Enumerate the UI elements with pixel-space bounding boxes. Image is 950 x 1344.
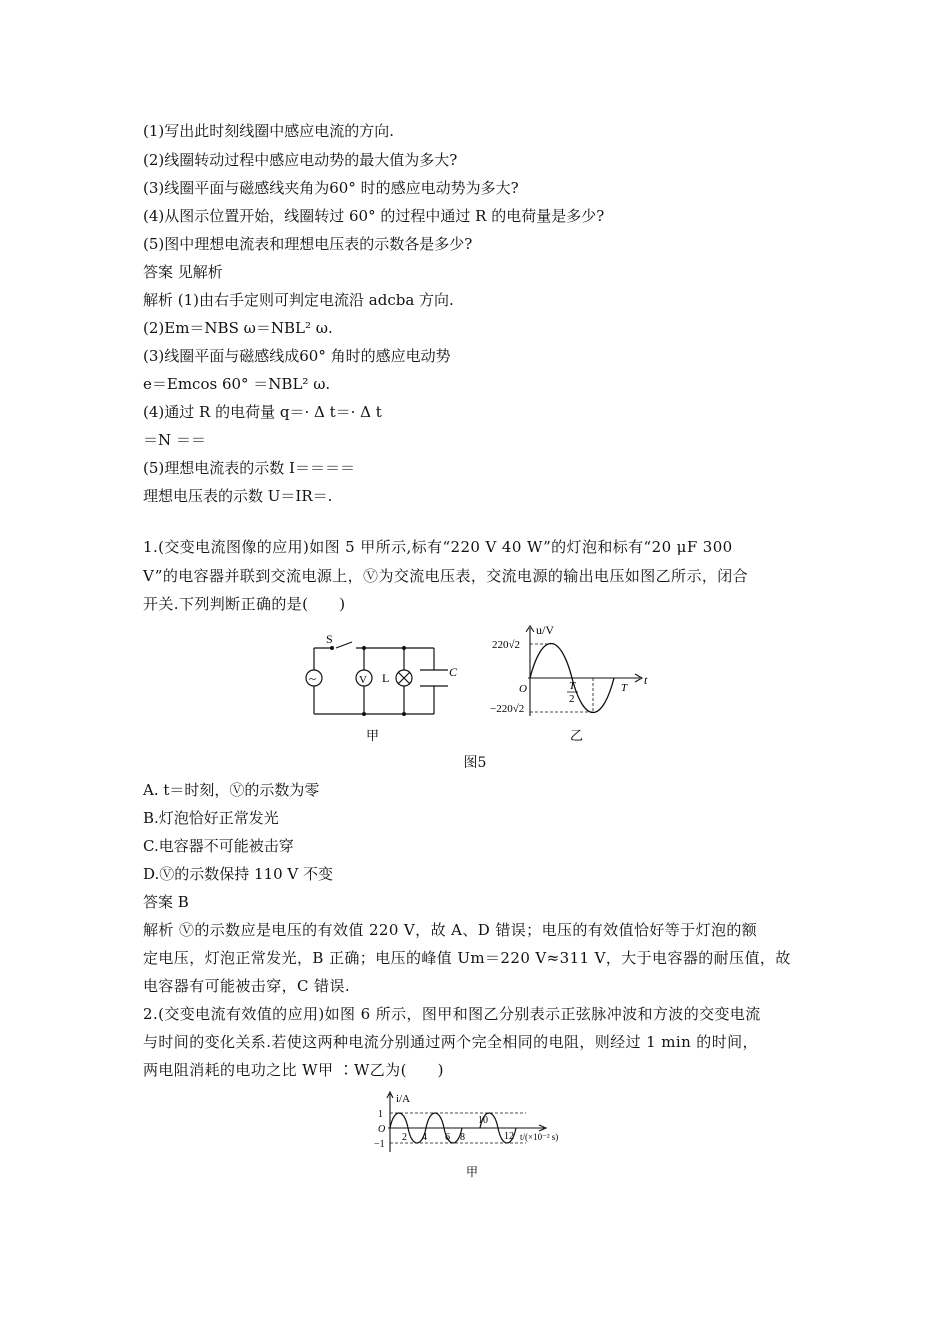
q1-solution-line: 解析 Ⓥ的示数应是电压的有效值 220 V，故 A、D 错误；电压的有效值恰好等于灯泡的额 [143,921,758,939]
solution-line: (2)Em＝NBS ω＝NBL² ω. [143,319,333,337]
solution-line: 解析 (1)由右手定则可判定电流沿 adcba 方向. [143,291,454,309]
circuit-caption: 甲 [366,728,380,743]
q2-stem-line: 两电阻消耗的电功之比 W甲 ∶W乙为( ) [143,1061,444,1079]
ac-source-icon: ~ [309,671,317,686]
x-axis-label: t/(×10⁻² s) [520,1132,559,1142]
tick-label: 6 [445,1132,450,1143]
y-max-label: 1 [378,1109,383,1120]
solution-line: (5)理想电流表的示数 I＝＝＝＝ [143,459,355,477]
q2-stem-line: 2.(交变电流有效值的应用)如图 6 所示，图甲和图乙分别表示正弦脉冲波和方波的交变电流 [143,1005,761,1023]
question-2: (2)线圈转动过程中感应电动势的最大值为多大? [143,151,458,169]
question-4: (4)从图示位置开始，线圈转过 60° 的过程中通过 R 的电荷量是多少? [143,207,605,225]
switch-label: S [326,632,333,646]
switch-contact [330,646,334,650]
origin-label: O [378,1124,386,1135]
y-axis-label: u/V [536,623,554,637]
intro-answer: 答案 见解析 [143,263,223,281]
option-a: A. t＝时刻，Ⓥ的示数为零 [143,781,320,799]
question-5: (5)图中理想电流表和理想电压表的示数各是多少? [143,235,473,253]
tick-label: 2 [402,1132,407,1143]
q1-answer: 答案 B [143,893,189,911]
option-b: B.灯泡恰好正常发光 [143,809,279,827]
solution-line: (4)通过 R 的电荷量 q＝· Δ t＝· Δ t [143,403,382,421]
question-1: (1)写出此时刻线圈中感应电流的方向. [143,122,395,140]
q1-stem-line: 开关.下列判断正确的是( ) [143,595,346,613]
y-min-label: −220√2 [490,703,525,715]
voltage-graph [490,622,660,750]
solution-line: ＝N ＝＝ [143,431,206,449]
tick-label: 12 [504,1131,514,1142]
y-min-label: −1 [374,1139,385,1150]
voltmeter-icon: V [359,674,367,686]
half-period-label: T [569,680,576,692]
option-c: C.电容器不可能被击穿 [143,837,294,855]
q2-stem-line: 与时间的变化关系.若使这两种电流分别通过两个完全相同的电阻，则经过 1 min 的时间， [143,1033,758,1051]
tick-label: 4 [422,1132,427,1143]
tick-label: 10 [478,1115,488,1126]
q1-stem-line: V”的电容器并联到交流电源上，Ⓥ为交流电压表，交流电源的输出电压如图乙所示，闭合 [143,567,749,585]
graph-caption: 甲 [466,1165,479,1179]
x-axis-label: t [644,673,648,687]
solution-line: (3)线圈平面与磁感线成60° 角时的感应电动势 [143,347,451,365]
lamp-label: L [382,671,390,685]
tick-label: 8 [460,1132,465,1143]
solution-line: 理想电压表的示数 U＝IR＝. [143,487,333,505]
question-3: (3)线圈平面与磁感线夹角为60° 时的感应电动势为多大? [143,179,519,197]
circuit-diagram [296,628,476,750]
half-period-denominator: 2 [569,693,575,705]
q1-stem-line: 1.(交变电流图像的应用)如图 5 甲所示,标有“220 V 40 W”的灯泡和标有“20 μF 300 [143,538,733,556]
option-d: D.Ⓥ的示数保持 110 V 不变 [143,865,334,883]
solution-line: e＝Emcos 60° ＝NBL² ω. [143,375,331,393]
graph-caption: 乙 [570,728,584,743]
period-label: T [621,682,628,694]
q1-solution-line: 定电压，灯泡正常发光，B 正确；电压的峰值 Um＝220 V≈311 V，大于电容器的耐压值，故 [143,949,791,967]
capacitor-label: C [449,665,458,679]
figure-caption: 图5 [463,755,487,771]
y-axis-label: i/A [396,1093,411,1105]
current-graph [366,1090,596,1182]
origin-label: O [519,683,527,695]
q1-solution-line: 电容器有可能被击穿，C 错误. [143,977,351,995]
y-max-label: 220√2 [492,639,521,651]
